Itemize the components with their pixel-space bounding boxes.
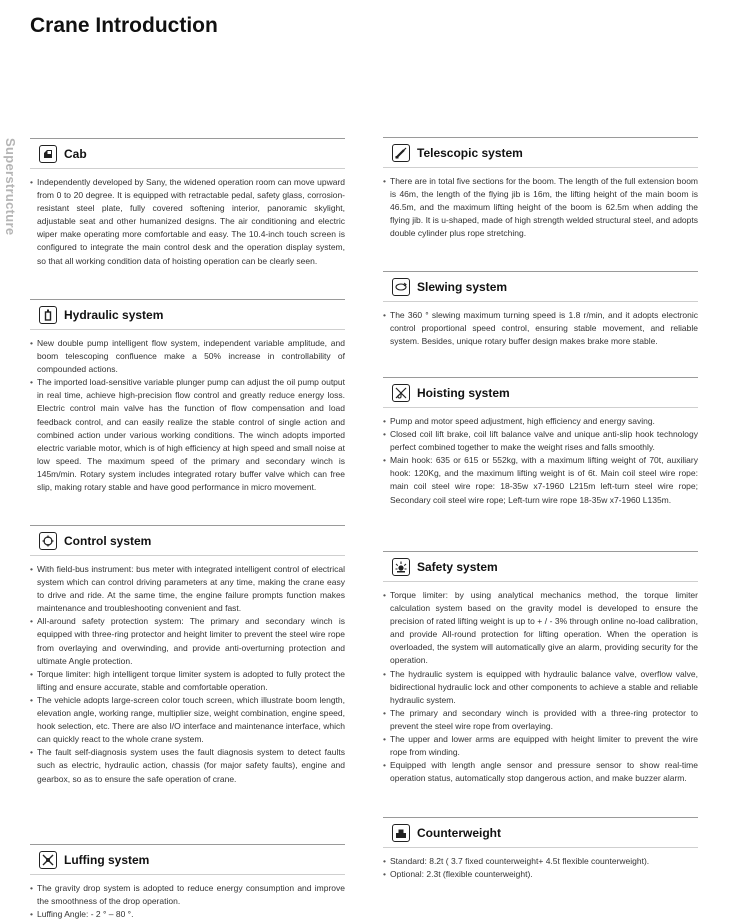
section-title: Luffing system <box>64 852 150 867</box>
section-body <box>30 168 345 268</box>
section-body <box>383 167 698 240</box>
slewing-icon <box>392 278 410 296</box>
section-hoisting <box>383 377 698 551</box>
list-item: • Torque limiter: high intelligent torque limiter system is adopted to fully protect the lifting and ensure accurate, stable and comfortable operation. <box>30 668 345 694</box>
section-header <box>30 300 345 329</box>
section-luffing <box>30 844 345 921</box>
section-slewing <box>383 271 698 377</box>
section-title: Telescopic system <box>417 145 523 160</box>
list-item: • Independently developed by Sany, the widened operation room can move upward from 0 to 20 degree. It is equipped with retractable pedal, safety glass, corrosion-resistant steel plate, fully covered softening interior, panoramic skylight, adjustable seat and other humanized designs. The air conditioning and electric wiper make operating more comfortable and easy. The 10.4-inch touch screen is configured to integrate the main control desk and the operation display system, so that all working condition data of hoisting operation can be clearly seen. <box>30 176 345 268</box>
section-title: Hoisting system <box>417 385 510 400</box>
luffing-icon <box>39 851 57 869</box>
list-item: • The primary and secondary winch is provided with a three-ring protector to prevent the steel wire rope from overlaying. <box>383 707 698 733</box>
section-header <box>30 139 345 168</box>
side-label: Superstructure <box>3 138 18 236</box>
section-hydraulic <box>30 299 345 525</box>
section-title: Cab <box>64 146 87 161</box>
list-item: • Pump and motor speed adjustment, high efficiency and energy saving. <box>383 415 698 428</box>
list-item: • There are in total five sections for the boom. The length of the full extension boom is 46m, the length of the flying jib is 16m, the lifting height of the main boom is 46.5m, and the maximum lifting height of the boom is 62.5m when adding the flying jib. It is u-shaped, made of high strength welded structural steel, and adopts double cylinder plus rope stretching. <box>383 175 698 240</box>
left-column <box>30 138 345 921</box>
section-header <box>383 552 698 581</box>
hoisting-icon <box>392 384 410 402</box>
section-title: Slewing system <box>417 279 508 294</box>
section-counterweight <box>383 817 698 881</box>
right-column <box>383 137 698 881</box>
list-item: • The gravity drop system is adopted to reduce energy consumption and improve the smoothness of the drop operation. <box>30 882 345 908</box>
list-item: • All-around safety protection system: The primary and secondary winch is equipped with three-ring protector and height limiter to prevent the steel wire rope from overlaying and overwinding, and provide anti-overturning protection and ultimate Angle protection. <box>30 615 345 667</box>
section-body <box>30 329 345 494</box>
control-icon <box>39 532 57 550</box>
list-item: • Standard: 8.2t ( 3.7 fixed counterweight+ 4.5t flexible counterweight). <box>383 855 698 868</box>
section-cab <box>30 138 345 299</box>
section-header <box>383 138 698 167</box>
section-title: Counterweight <box>417 825 501 840</box>
safety-icon <box>392 558 410 576</box>
section-safety <box>383 551 698 817</box>
section-body <box>383 581 698 785</box>
list-item: • The fault self-diagnosis system uses the fault diagnosis system to detect faults such as electric, hydraulic action, chassis (for major safety faults), engine and gearbox, so as to ensure the safe operation of crane. <box>30 746 345 785</box>
list-item: • The vehicle adopts large-screen color touch screen, which illustrate boom length, elevation angle, working range, multiplier size, weight combination, engine speed, hook selection, etc. There are also I/O interface and maintenance interface, which can quickly react to the whole crane system. <box>30 694 345 746</box>
section-body <box>30 874 345 921</box>
section-control <box>30 525 345 844</box>
section-telescopic <box>383 137 698 271</box>
hydraulic-icon <box>39 306 57 324</box>
counterweight-icon <box>392 824 410 842</box>
list-item: • Main hook: 635 or 615 or 552kg, with a maximum lifting weight of 70t, auxiliary hook: 120Kg, and the maximum lifting weight is of 6t. Main coil steel wire rope: main coil steel wire rope: 18-35w x7-1960 L215m left-turn steel wire rope; Secondary coil steel wire rope; Left-turn wire rope 18-35w x7-1960 L135m. <box>383 454 698 506</box>
list-item: • New double pump intelligent flow system, independent variable amplitude, and boom telescoping confluence make a 50% increase in controllability of compounded actions. <box>30 337 345 376</box>
section-header <box>30 845 345 874</box>
page-title: Crane Introduction <box>30 14 218 37</box>
cab-icon <box>39 145 57 163</box>
list-item: • Optional: 2.3t (flexible counterweight). <box>383 868 698 881</box>
section-title: Safety system <box>417 559 498 574</box>
section-title: Control system <box>64 533 152 548</box>
section-header <box>383 272 698 301</box>
list-item: • Closed coil lift brake, coil lift balance valve and unique anti-slip hook technology perfect combined together to make the weight rises and falls smoothly. <box>383 428 698 454</box>
telescopic-icon <box>392 144 410 162</box>
section-title: Hydraulic system <box>64 307 164 322</box>
list-item: • Luffing Angle: - 2 ° – 80 °. <box>30 908 345 921</box>
section-body <box>383 407 698 507</box>
list-item: • Equipped with length angle sensor and pressure sensor to show real-time operation status, automatically stop dangerous action, and make buzzer alarm. <box>383 759 698 785</box>
list-item: • The imported load-sensitive variable plunger pump can adjust the oil pump output in real time, achieve high-precision flow control and greatly reduce energy loss. Electric control main valve has the function of flow compensation and load feedback control, and can easily realize the stable control of single action and combined action under various working conditions. The winch adopts imported electric variable motor, which is of high efficiency at high speed and small noise at low speed. The maximum speed of the primary and secondary winch is 145m/min. Rotary system includes integrated rotary buffer valve which can free slip, making rotary stable and have good performance in micro movement. <box>30 376 345 494</box>
section-body <box>383 847 698 881</box>
section-header <box>383 818 698 847</box>
section-body <box>383 301 698 348</box>
list-item: • The hydraulic system is equipped with hydraulic balance valve, overflow valve, bidirectional hydraulic lock and other components to achieve a stable and reliable hydraulic system. <box>383 668 698 707</box>
list-item: • With field-bus instrument: bus meter with integrated intelligent control of electrical system which can control driving parameters at any time, making the crane easy to drive and ride. At the same time, the engine failure prompts function makes maintenance and troubleshooting convenient and fast. <box>30 563 345 615</box>
section-header <box>30 526 345 555</box>
list-item: • The 360 ° slewing maximum turning speed is 1.8 r/min, and it adopts electronic control proportional speed control, ensuring stable movement, and reliable system. Besides, unique rotary buffer design makes brake more stable. <box>383 309 698 348</box>
list-item: • The upper and lower arms are equipped with height limiter to prevent the wire rope from winding. <box>383 733 698 759</box>
list-item: • Torque limiter: by using analytical mechanics method, the torque limiter calculation system based on the gravity model is developed to ensure the precision of rated lifting weight is up to + / - 3% through online no-load calibration, and provide All-round protection for lifting operation. When the operation is overloaded, the system will automatically give an alarm, providing security for the operation. <box>383 589 698 668</box>
section-header <box>383 378 698 407</box>
section-body <box>30 555 345 786</box>
